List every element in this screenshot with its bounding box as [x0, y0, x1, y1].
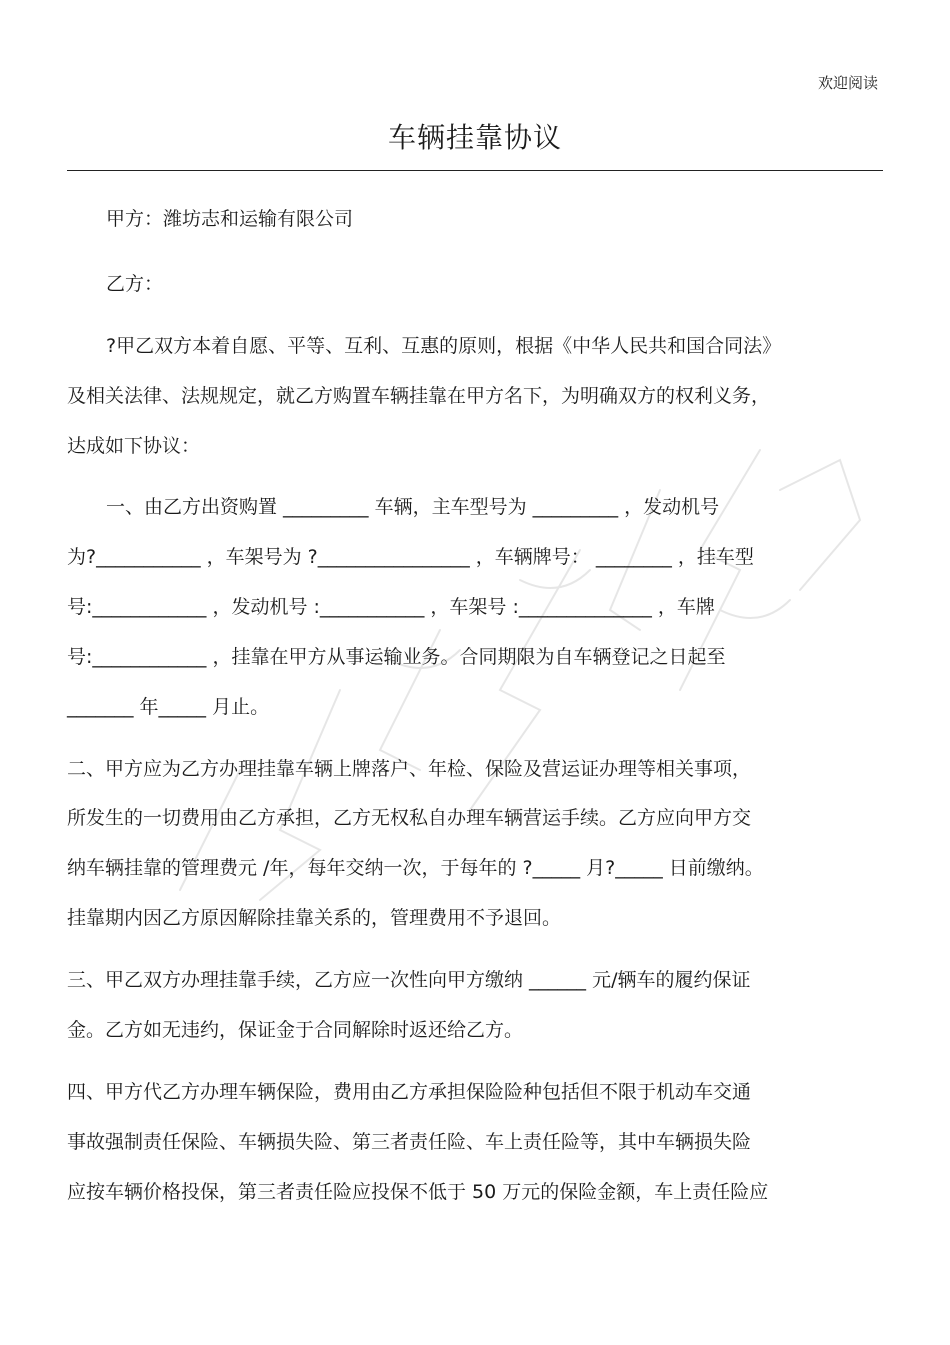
clause-3-line: 三、甲乙双方办理挂靠手续，乙方应一次性向甲方缴纳 ______ 元/辆车的履约保证 — [67, 969, 751, 991]
document-title: 车辆挂靠协议 — [387, 121, 562, 154]
clause-1-line: 一、由乙方出资购置 _________ 车辆，主车型号为 _________ ，发动机号 — [106, 496, 720, 518]
clause-2-line: 所发生的一切费用由乙方承担，乙方无权私自办理车辆营运手续。乙方应向甲方交 — [67, 807, 752, 829]
party-b-line: 乙方： — [106, 273, 164, 295]
clause-4-line: 四、甲方代乙方办理车辆保险，费用由乙方承担保险险种包括但不限于机动车交通 — [67, 1081, 752, 1103]
intro-line: 达成如下协议： — [67, 435, 201, 457]
clause-3-line: 金。乙方如无违约，保证金于合同解除时返还给乙方。 — [67, 1019, 524, 1041]
page-header-text: 欢迎阅读 — [817, 74, 878, 92]
intro-line: 及相关法律、法规规定，就乙方购置车辆挂靠在甲方名下，为明确双方的权利义务， — [67, 385, 771, 407]
clause-1-line: 号:____________ ，发动机号 :___________ ，车架号 :______________ ，车牌 — [67, 596, 715, 618]
clause-1-line: 号:____________ ，挂靠在甲方从事运输业务。合同期限为自车辆登记之日起至 — [67, 646, 726, 668]
clause-2-line: 二、甲方应为乙方办理挂靠车辆上牌落户、年检、保险及营运证办理等相关事项， — [67, 758, 752, 780]
clause-2-line: 纳车辆挂靠的管理费元 /年，每年交纳一次，于每年的 ?_____ 月?_____ 日前缴纳。 — [67, 857, 764, 879]
clause-4-line: 事故强制责任保险、车辆损失险、第三者责任险、车上责任险等，其中车辆损失险 — [67, 1131, 752, 1153]
intro-line: ?甲乙双方本着自愿、平等、互利、互惠的原则，根据《中华人民共和国合同法》 — [106, 335, 782, 357]
title-divider — [67, 170, 883, 171]
party-a-line: 甲方：潍坊志和运输有限公司 — [106, 208, 354, 230]
clause-2-line: 挂靠期内因乙方原因解除挂靠关系的，管理费用不予退回。 — [67, 907, 562, 929]
clause-4-line: 应按车辆价格投保，第三者责任险应投保不低于 50 万元的保险金额，车上责任险应 — [67, 1181, 769, 1203]
clause-1-line: _______ 年_____ 月止。 — [67, 696, 270, 718]
clause-1-line: 为?___________ ，车架号为 ?________________ ，车辆牌号： ________ ，挂车型 — [67, 546, 754, 568]
